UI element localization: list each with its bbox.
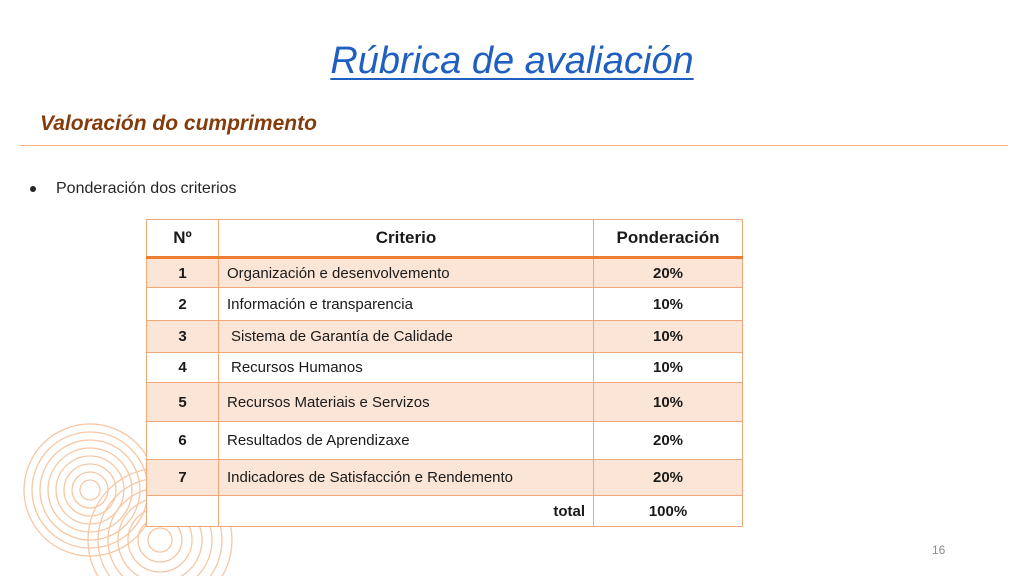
table-row bbox=[147, 288, 743, 321]
table-total-row bbox=[147, 496, 743, 527]
divider-line bbox=[20, 145, 1008, 146]
row-criterion: Recursos Materiais e Servizos bbox=[219, 383, 594, 422]
row-num: 5 bbox=[147, 383, 219, 422]
page-number: 16 bbox=[932, 543, 946, 557]
row-num: 4 bbox=[147, 353, 219, 383]
table-row bbox=[147, 258, 743, 288]
row-weight: 20% bbox=[594, 422, 743, 460]
row-criterion: Indicadores de Satisfacción e Rendemento bbox=[219, 460, 594, 496]
table-row bbox=[147, 460, 743, 496]
row-num: 7 bbox=[147, 460, 219, 496]
row-criterion: Organización e desenvolvemento bbox=[219, 258, 594, 288]
table-row bbox=[147, 353, 743, 383]
row-criterion: Sistema de Garantía de Calidade bbox=[219, 321, 594, 353]
header-num: Nº bbox=[147, 220, 219, 258]
total-label: total bbox=[219, 496, 594, 527]
table-header-row bbox=[147, 220, 743, 258]
table-row bbox=[147, 321, 743, 353]
row-weight: 20% bbox=[594, 258, 743, 288]
table-row bbox=[147, 422, 743, 460]
total-weight: 100% bbox=[594, 496, 743, 527]
section-subtitle: Valoración do cumprimento bbox=[40, 112, 317, 135]
row-num: 6 bbox=[147, 422, 219, 460]
row-criterion: Información e transparencia bbox=[219, 288, 594, 321]
bullet-text: Ponderación dos criterios bbox=[56, 180, 237, 197]
table-row bbox=[147, 383, 743, 422]
row-weight: 10% bbox=[594, 353, 743, 383]
row-num: 3 bbox=[147, 321, 219, 353]
row-weight: 10% bbox=[594, 383, 743, 422]
criteria-table bbox=[146, 219, 743, 527]
row-weight: 10% bbox=[594, 321, 743, 353]
row-weight: 10% bbox=[594, 288, 743, 321]
row-criterion: Recursos Humanos bbox=[219, 353, 594, 383]
total-empty-cell bbox=[147, 496, 219, 527]
bullet-item bbox=[30, 180, 237, 198]
row-num: 2 bbox=[147, 288, 219, 321]
row-criterion: Resultados de Aprendizaxe bbox=[219, 422, 594, 460]
bullet-dot-icon bbox=[30, 186, 36, 192]
row-weight: 20% bbox=[594, 460, 743, 496]
slide-title: Rúbrica de avaliación bbox=[330, 40, 694, 82]
row-num: 1 bbox=[147, 258, 219, 288]
header-weight: Ponderación bbox=[594, 220, 743, 258]
header-criterion: Criterio bbox=[219, 220, 594, 258]
